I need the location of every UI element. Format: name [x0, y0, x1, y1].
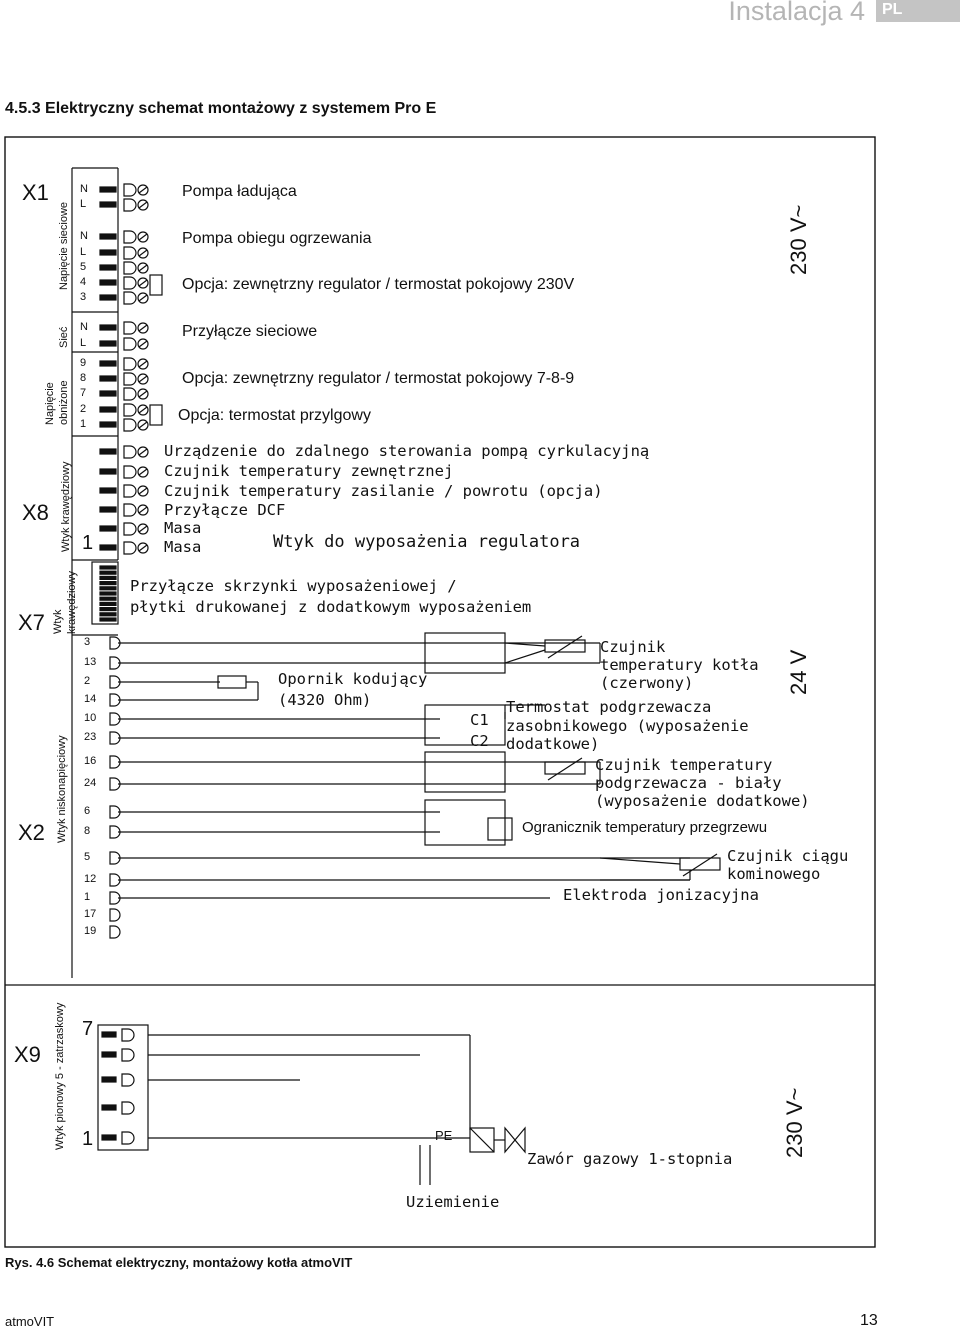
x1-pin-label: 5 — [80, 261, 87, 273]
x1-pin-label: 9 — [80, 357, 87, 369]
label-czujnik-kotla-3: (czerwony) — [600, 674, 694, 692]
label-wtyk: Wtyk — [52, 609, 64, 634]
x1-pin-label: 4 — [80, 276, 87, 288]
connector-x7: X7 — [18, 610, 45, 635]
relay-c1-c2 — [425, 705, 505, 745]
label-ciag-1: Czujnik ciągu — [727, 847, 849, 865]
label-przylacze-sieciowe: Przyłącze sieciowe — [182, 323, 318, 340]
x2-pin-label: 12 — [84, 873, 97, 885]
voltage-24: 24 V — [786, 649, 811, 695]
label-opornik-1: Opornik kodujący — [278, 670, 428, 688]
gas-valve-symbol — [505, 1128, 525, 1152]
label-czujnik-zewn: Czujnik temperatury zewnętrznej — [164, 462, 454, 480]
x2-pin-label: 24 — [84, 777, 97, 789]
sensor-plug-kotla — [425, 633, 505, 673]
x1-pin-label: N — [80, 321, 88, 333]
label-urzadzenie: Urządzenie do zdalnego sterowania pompą cyrkulacyjną — [164, 442, 650, 460]
x8-terminal — [100, 542, 148, 554]
label-zawor: Zawór gazowy 1-stopnia — [527, 1150, 733, 1168]
x1-terminal — [100, 322, 148, 334]
label-czujnik-podgrz-2: podgrzewacza - biały — [595, 774, 782, 792]
label-wtyk-niskonapieciowy: Wtyk niskonapięciowy — [56, 735, 68, 843]
x8-terminal — [100, 446, 148, 458]
x2-pin-label: 8 — [84, 825, 91, 837]
x1-terminal — [100, 388, 148, 400]
label-czujnik-kotla-2: temperatury kotła — [600, 656, 759, 674]
jumper-przylgowy — [150, 405, 162, 425]
sensor-plug-podgrzewacza — [425, 752, 505, 792]
x2-terminal — [110, 926, 120, 938]
x2-pin-label: 13 — [84, 656, 97, 668]
label-wtyk-krawedziowy-2: krawędziowy — [66, 571, 78, 634]
ogranicznik-symbol — [488, 818, 512, 840]
x1-terminal — [100, 373, 148, 385]
x1-terminal — [100, 419, 148, 431]
x1-pin-label: 3 — [80, 291, 87, 303]
label-napiecie-obnizone-2: obniżone — [58, 380, 70, 425]
x9-pin-7: 7 — [82, 1018, 94, 1040]
x2-pin-label: 14 — [84, 693, 97, 705]
label-czujnik-kotla-1: Czujnik — [600, 638, 666, 656]
label-skrzynka-2: płytki drukowanej z dodatkowym wyposażeniem — [130, 598, 532, 616]
label-termostat-1: Termostat podgrzewacza — [506, 698, 712, 716]
x2-pin-label: 1 — [84, 891, 91, 903]
x1-pin-label: L — [80, 337, 87, 349]
x8-pin-1: 1 — [82, 532, 94, 554]
x7-pin — [100, 602, 116, 605]
x1-pin-label: 7 — [80, 387, 87, 399]
x7-pin — [100, 582, 116, 585]
label-termostat-3: dodatkowe) — [506, 735, 600, 753]
x2-pin-label: 3 — [84, 636, 91, 648]
language-tab-label: PL — [882, 1, 903, 18]
x7-pin — [100, 608, 116, 611]
x2-terminal — [110, 909, 120, 921]
label-masa-1: Masa — [164, 519, 202, 537]
connector-x9: X9 — [14, 1042, 41, 1067]
x1-terminal — [100, 277, 148, 289]
x1-pin-label: 2 — [80, 403, 87, 415]
x7-terminals — [100, 566, 116, 621]
label-pompa-obiegu: Pompa obiegu ogrzewania — [182, 230, 372, 247]
label-opornik-2: (4320 Ohm) — [278, 691, 372, 709]
label-ogranicznik: Ogranicznik temperatury przegrzewu — [522, 819, 768, 836]
x2-pin-label: 19 — [84, 925, 97, 937]
label-uziemienie: Uziemienie — [406, 1193, 500, 1211]
x1-terminal — [100, 404, 148, 416]
footer-brand: atmoVIT — [5, 1314, 55, 1329]
x1-pin-label: L — [80, 198, 87, 210]
connector-x1: X1 — [22, 180, 49, 205]
label-opcja-przylgowy: Opcja: termostat przylgowy — [178, 407, 371, 424]
x7-pin — [100, 571, 116, 574]
label-c1: C1 — [470, 711, 489, 729]
x1-terminal — [100, 292, 148, 304]
x7-pin — [100, 597, 116, 600]
x1-pin-label: N — [80, 230, 88, 242]
label-napiecie-obnizone-1: Napięcie — [44, 382, 56, 425]
label-opcja-789: Opcja: zewnętrzny regulator / termostat pokojowy 7-8-9 — [182, 370, 575, 387]
x1-terminal — [100, 184, 148, 196]
section-title: 4.5.3 Elektryczny schemat montażowy z systemem Pro E — [5, 100, 437, 117]
footer-page-number: 13 — [860, 1312, 878, 1329]
x2-pin-label: 17 — [84, 908, 97, 920]
x2-pin-label: 5 — [84, 851, 91, 863]
x8-terminal — [100, 504, 148, 516]
x1-pin-label: N — [80, 183, 88, 195]
voltage-230-top: 230 V~ — [786, 204, 811, 275]
label-czujnik-podgrz-1: Czujnik temperatury — [595, 756, 773, 774]
x1-terminal — [100, 338, 148, 350]
label-pompa-ladujaca: Pompa ładująca — [182, 183, 297, 200]
connector-x2: X2 — [18, 820, 45, 845]
x7-pin — [100, 592, 116, 595]
x1-terminal — [100, 262, 148, 274]
sensor-ciagu-symbol — [680, 858, 720, 870]
page-header-title: Instalacja 4 — [728, 0, 865, 26]
label-wtyk-krawedziowy: Wtyk krawędziowy — [60, 461, 72, 552]
voltage-230-bottom: 230 V~ — [782, 1087, 807, 1158]
x9-pin-1: 1 — [82, 1128, 94, 1150]
label-dcf: Przyłącze DCF — [164, 501, 286, 519]
x7-pin — [100, 587, 116, 590]
jumper-230 — [150, 275, 162, 295]
x8-terminals — [100, 446, 148, 554]
label-czujnik-zasilanie: Czujnik temperatury zasilanie / powrotu (opcja) — [164, 482, 603, 500]
x7-pin — [100, 618, 116, 621]
label-napiecie-sieciowe: Napięcie sieciowe — [58, 201, 70, 290]
label-wtyk-pionowy: Wtyk pionowy 5 - zatrzaskowy — [54, 1002, 66, 1150]
label-wtyk-regulatora: Wtyk do wyposażenia regulatora — [273, 532, 581, 552]
label-termostat-2: zasobnikowego (wyposażenie — [506, 717, 749, 735]
x1-pin-label: 8 — [80, 372, 87, 384]
label-pe: PE — [435, 1128, 453, 1143]
resistor-symbol — [218, 676, 246, 688]
ogranicznik-plug — [425, 800, 505, 845]
x7-pin — [100, 613, 116, 616]
x1-terminal — [100, 247, 148, 259]
x1-terminal — [100, 231, 148, 243]
x1-terminal — [100, 358, 148, 370]
label-siec: Sieć — [58, 326, 70, 348]
x2-pin-label: 23 — [84, 731, 97, 743]
x1-pin-label: 1 — [80, 418, 87, 430]
x2-pin-label: 2 — [84, 675, 91, 687]
x2-pin-label: 6 — [84, 805, 91, 817]
figure-caption: Rys. 4.6 Schemat elektryczny, montażowy kotła atmoVIT — [5, 1255, 353, 1270]
label-elektroda: Elektroda jonizacyjna — [563, 886, 759, 904]
label-c2: C2 — [470, 732, 489, 750]
x7-pin — [100, 576, 116, 579]
label-ciag-2: kominowego — [727, 865, 821, 883]
x1-pin-label: L — [80, 246, 87, 258]
x1-terminals — [100, 184, 148, 431]
connector-x8: X8 — [22, 500, 49, 525]
x7-pin — [100, 566, 116, 569]
label-masa-2: Masa — [164, 538, 202, 556]
sensor-kotla-symbol — [545, 640, 585, 652]
x2-pin-label: 10 — [84, 712, 97, 724]
x1-terminal — [100, 199, 148, 211]
label-opcja-230: Opcja: zewnętrzny regulator / termostat pokojowy 230V — [182, 276, 575, 293]
x2-pin-label: 16 — [84, 755, 97, 767]
x8-terminal — [100, 523, 148, 535]
label-skrzynka-1: Przyłącze skrzynki wyposażeniowej / — [130, 577, 457, 595]
label-czujnik-podgrz-3: (wyposażenie dodatkowe) — [595, 792, 810, 810]
x8-terminal — [100, 485, 148, 497]
sensor-podgrzewacza-symbol — [545, 762, 585, 774]
x8-terminal — [100, 466, 148, 478]
